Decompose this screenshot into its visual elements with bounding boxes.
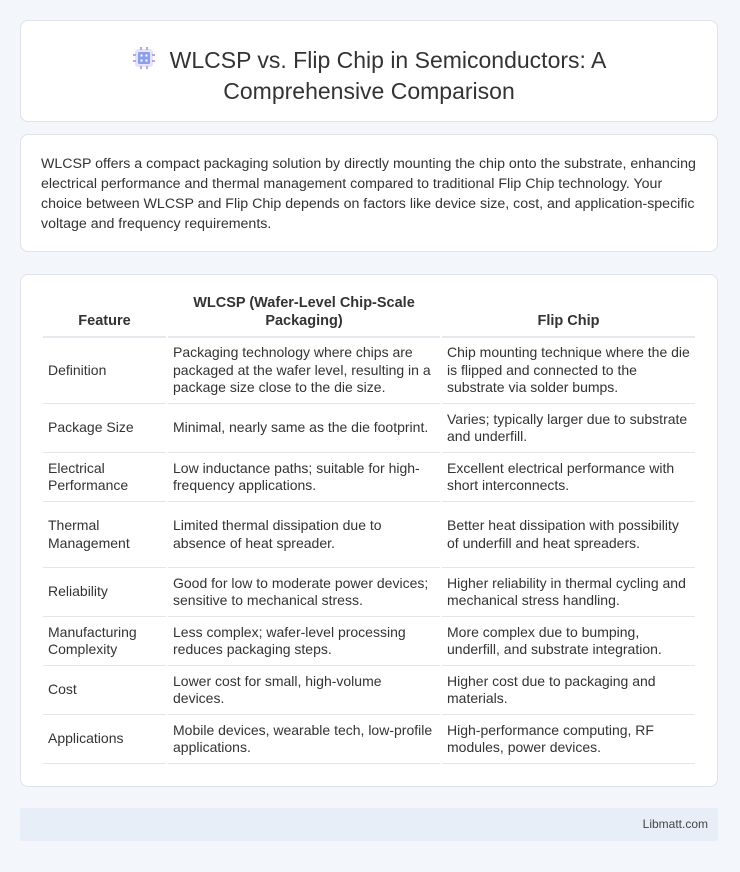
table-row	[43, 715, 695, 764]
row-wlcsp: Limited thermal dissipation due to absence of heat spreader.	[168, 502, 440, 568]
row-feature: Applications	[43, 715, 166, 764]
intro-card	[20, 134, 718, 252]
row-flip-chip: Higher reliability in thermal cycling and mechanical stress handling.	[442, 568, 695, 617]
row-feature: Package Size	[43, 404, 166, 453]
row-flip-chip: Chip mounting technique where the die is flipped and connected to the substrate via solder bumps.	[442, 338, 695, 404]
comparison-table-card	[20, 274, 718, 787]
row-flip-chip: Better heat dissipation with possibility of underfill and heat spreaders.	[442, 502, 695, 568]
footer-site-link[interactable]: Libmatt.com	[642, 817, 708, 831]
title-line-2: Comprehensive Comparison	[223, 78, 515, 104]
footer	[20, 808, 718, 841]
row-feature: Thermal Management	[43, 502, 166, 568]
header-flip-chip: Flip Chip	[442, 295, 695, 338]
table-row	[43, 502, 695, 568]
row-feature: Manufacturing Complexity	[43, 617, 166, 666]
table-row	[43, 404, 695, 453]
row-wlcsp: Lower cost for small, high-volume devices.	[168, 666, 440, 715]
chip-icon	[132, 46, 156, 77]
intro-paragraph: WLCSP offers a compact packaging solution by directly mounting the chip onto the substrate, enhancing electrical performance and thermal management compared to traditional Flip Chip technology. Your choice between WLCSP and Flip Chip depends on factors like device size, cost, and application-specific voltage and frequency requirements.	[41, 156, 696, 232]
title-card	[20, 20, 718, 122]
table-row	[43, 338, 695, 404]
row-wlcsp: Packaging technology where chips are packaged at the wafer level, resulting in a package size close to the die size.	[168, 338, 440, 404]
table-row	[43, 453, 695, 502]
page-title	[21, 46, 717, 106]
header-wlcsp: WLCSP (Wafer-Level Chip-Scale Packaging)	[168, 295, 440, 338]
title-line-1: WLCSP vs. Flip Chip in Semiconductors: A	[169, 47, 607, 73]
comparison-table	[41, 295, 697, 764]
row-flip-chip: Higher cost due to packaging and materials.	[442, 666, 695, 715]
row-flip-chip: More complex due to bumping, underfill, and substrate integration.	[442, 617, 695, 666]
table-row	[43, 666, 695, 715]
header-feature: Feature	[43, 295, 166, 338]
row-wlcsp: Less complex; wafer-level processing reduces packaging steps.	[168, 617, 440, 666]
row-wlcsp: Minimal, nearly same as the die footprint.	[168, 404, 440, 453]
row-feature: Electrical Performance	[43, 453, 166, 502]
row-feature: Definition	[43, 338, 166, 404]
row-wlcsp: Low inductance paths; suitable for high-frequency applications.	[168, 453, 440, 502]
table-row	[43, 568, 695, 617]
row-flip-chip: High-performance computing, RF modules, power devices.	[442, 715, 695, 764]
row-flip-chip: Excellent electrical performance with short interconnects.	[442, 453, 695, 502]
row-wlcsp: Mobile devices, wearable tech, low-profile applications.	[168, 715, 440, 764]
row-feature: Reliability	[43, 568, 166, 617]
table-header-row	[43, 295, 695, 338]
row-wlcsp: Good for low to moderate power devices; sensitive to mechanical stress.	[168, 568, 440, 617]
row-flip-chip: Varies; typically larger due to substrate and underfill.	[442, 404, 695, 453]
row-feature: Cost	[43, 666, 166, 715]
table-row	[43, 617, 695, 666]
